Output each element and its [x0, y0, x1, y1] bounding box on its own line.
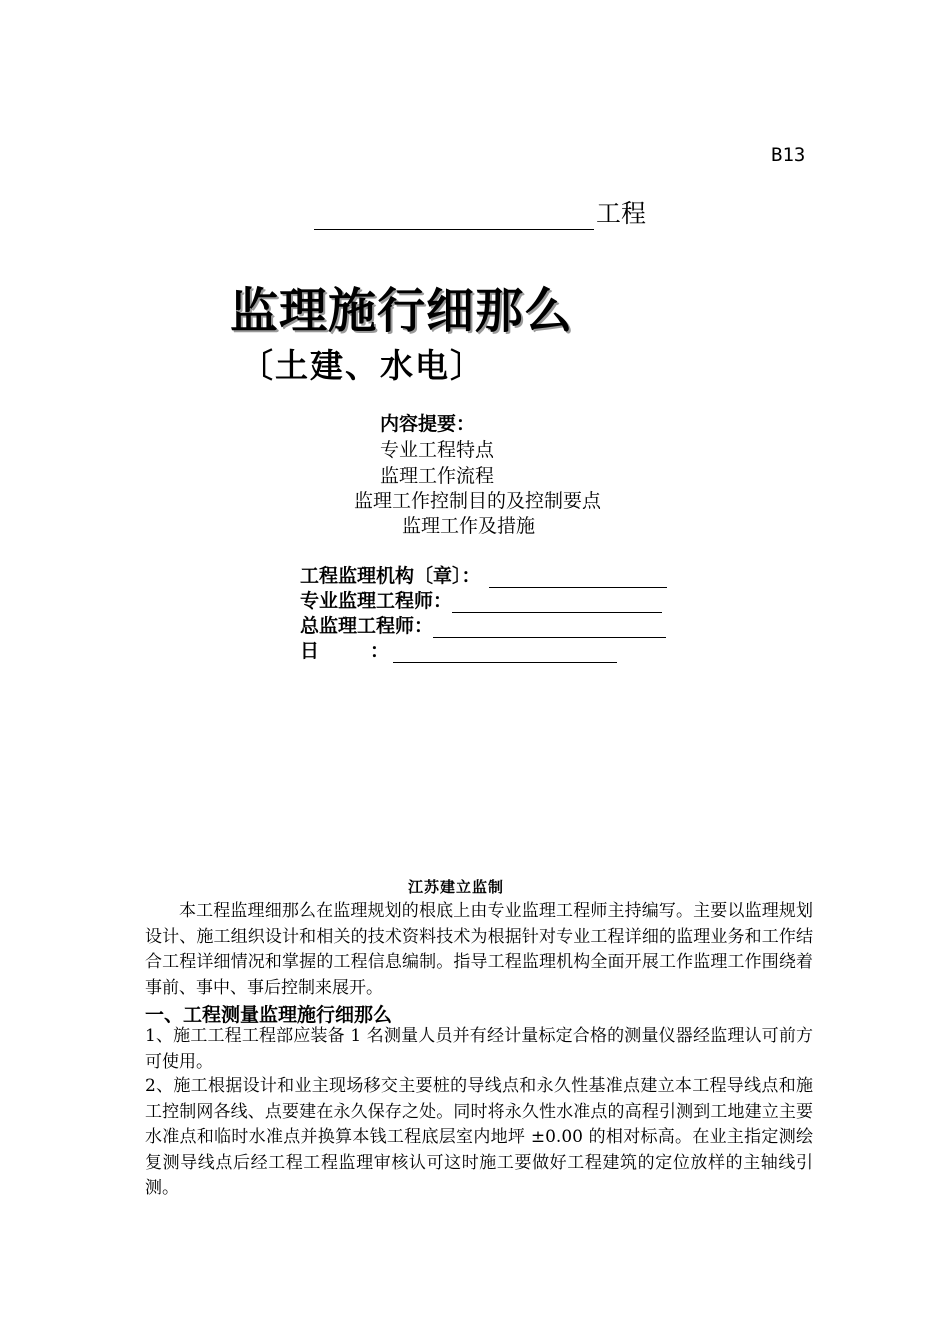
- signature-label: 专业监理工程师：: [300, 590, 453, 612]
- signature-row-chief-engineer: [300, 611, 666, 638]
- summary-heading: 内容提要：: [380, 413, 476, 435]
- date-colon: ：: [370, 640, 390, 662]
- signature-label: 总监理工程师：: [300, 615, 434, 637]
- signature-line: [393, 642, 617, 663]
- signature-label: 工程监理机构〔章〕：: [300, 565, 481, 587]
- signature-line: [452, 592, 662, 613]
- project-suffix: 工程: [596, 199, 647, 228]
- summary-item: 专业工程特点: [380, 439, 495, 461]
- signature-row-engineer: [300, 586, 662, 613]
- intro-paragraph: 本工程监理细那么在监理规划的根底上由专业监理工程师主持编写。主要以监理规划设计、施工组织设计和相关的技术资料技术为根据针对专业工程详细的监理业务和工作结合工程详细情况和掌握的工程信息编制。指导工程监理机构全面开展工作监理工作围绕着事前、事中、事后控制来展开。: [145, 901, 813, 998]
- document-title: 监理施行细那么: [230, 283, 574, 339]
- signature-row-agency: [300, 561, 667, 588]
- document-code: B13: [771, 144, 806, 166]
- signature-line: [433, 617, 666, 638]
- body-paragraph: 2、施工根据设计和业主现场移交主要桩的导线点和永久性基准点建立本工程导线点和施工控制网各线、点要建在永久保存之处。同时将永久性水准点的高程引测到工地建立主要水准点和临时水准点并换算本钱工程底层室内地坪 ±0.00 的相对标高。在业主指定测绘复测导线点后经工程工程监理审核认可这时施工要做好工程建筑的定位放样的主轴线引测。: [145, 1076, 813, 1198]
- signature-line: [489, 567, 667, 588]
- summary-item: 监理工作控制目的及控制要点: [354, 490, 602, 512]
- project-name-blank: [314, 201, 594, 230]
- date-label: 日: [300, 640, 320, 662]
- section-heading: 一、工程测量监理施行细那么: [145, 1004, 393, 1026]
- project-name-line: [314, 194, 646, 230]
- signature-row-date: [300, 636, 617, 663]
- summary-item: 监理工作及措施: [402, 515, 536, 537]
- document-subtitle: 〔土建、水电〕: [240, 346, 485, 385]
- summary-item: 监理工作流程: [380, 465, 495, 487]
- body-paragraph: 1、施工工程工程部应装备 1 名测量人员并有经计量标定合格的测量仪器经监理认可前方可使用。: [145, 1026, 813, 1072]
- organization-name: 江苏建立监制: [408, 878, 505, 896]
